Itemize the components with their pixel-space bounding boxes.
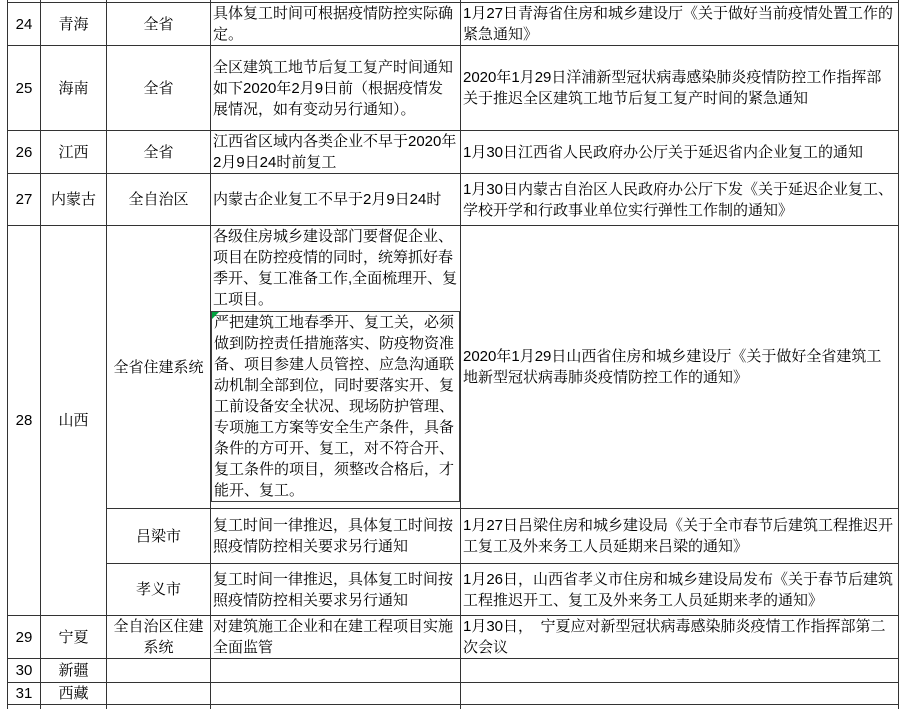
cell-index: 25: [8, 46, 41, 131]
stub-cell: [8, 705, 41, 709]
cell-source: 1月27日吕梁住房和城乡建设局《关于全市春节后建筑工程推迟开工复工及外来务工人员延期来吕梁的通知》: [461, 509, 899, 564]
cell-scope: 全省: [107, 46, 211, 131]
cell-province: 内蒙古: [41, 174, 107, 226]
table-row: [8, 616, 899, 659]
cell-source: [461, 659, 899, 683]
cell-province: 海南: [41, 46, 107, 131]
cell-details: [211, 683, 461, 705]
cell-source: 2020年1月29日洋浦新型冠状病毒感染肺炎疫情防控工作指挥部关于推迟全区建筑工地节后复工复产时间的紧急通知: [461, 46, 899, 131]
cell-province: 青海: [41, 3, 107, 46]
cell-province: 新疆: [41, 659, 107, 683]
cropped-row-bottom: [8, 705, 899, 709]
cell-index: 29: [8, 616, 41, 659]
cell-source: 1月30日江西省人民政府办公厅关于延迟省内企业复工的通知: [461, 131, 899, 174]
stub-cell: [211, 705, 461, 709]
details-boxed-text: 严把建筑工地春季开、复工关，必须做到防控责任措施落实、防疫物资准备、项目参建人员管控、应急沟通联动机制全部到位，同时要落实开、复工前设备安全状况、现场防护管理、专项施工方案等安全生产条件，具备条件的方可开、复工，对不符合开、复工条件的项目，须整改合格后，才能开、复工。: [214, 314, 454, 499]
cell-details: 对建筑施工企业和在建工程项目实施全面监管: [211, 616, 461, 659]
work-resumption-table: [7, 0, 899, 709]
table-row: [8, 509, 899, 564]
cell-details: [211, 226, 461, 509]
cell-index: 28: [8, 226, 41, 616]
cell-source: 1月30日， 宁夏应对新型冠状病毒感染肺炎疫情工作指挥部第二次会议: [461, 616, 899, 659]
cell-province: 山西: [41, 226, 107, 616]
cell-scope: 吕梁市: [107, 509, 211, 564]
table-row: [8, 683, 899, 705]
cell-scope: [107, 659, 211, 683]
table-row: [8, 226, 899, 509]
cell-index: 30: [8, 659, 41, 683]
table-row: [8, 564, 899, 616]
cell-scope: 全省: [107, 131, 211, 174]
cell-details: 江西省区域内各类企业不早于2020年2月9日24时前复工: [211, 131, 461, 174]
cell-scope: 全自治区住建系统: [107, 616, 211, 659]
cell-details: 内蒙古企业复工不早于2月9日24时: [211, 174, 461, 226]
cell-source: 1月26日，山西省孝义市住房和城乡建设局发布《关于春节后建筑工程推迟开工、复工及外来务工人员延期来孝的通知》: [461, 564, 899, 616]
cell-scope: 全省: [107, 3, 211, 46]
cell-scope: 全自治区: [107, 174, 211, 226]
table-row: [8, 659, 899, 683]
cell-details: 全区建筑工地节后复工复产时间通知如下2020年2月9日前（根据疫情发展情况，如有变动另行通知）。: [211, 46, 461, 131]
cell-details: 具体复工时间可根据疫情防控实际确定。: [211, 3, 461, 46]
table-row: [8, 174, 899, 226]
cell-details: 复工时间一律推迟，具体复工时间按照疫情防控相关要求另行通知: [211, 509, 461, 564]
cell-scope: 全省住建系统: [107, 226, 211, 509]
table-row: [8, 131, 899, 174]
stub-cell: [461, 705, 899, 709]
cell-index: 26: [8, 131, 41, 174]
cell-details: 复工时间一律推迟，具体复工时间按照疫情防控相关要求另行通知: [211, 564, 461, 616]
details-intro-text: 各级住房城乡建设部门要督促企业、项目在防控疫情的同时，统筹抓好春季开、复工准备工作,全面梳理开、复工项目。: [213, 226, 458, 310]
cell-details: [211, 659, 461, 683]
stub-cell: [41, 705, 107, 709]
cell-index: 31: [8, 683, 41, 705]
cell-scope: [107, 683, 211, 705]
stub-cell: [107, 705, 211, 709]
table-row: [8, 46, 899, 131]
cell-index: 24: [8, 3, 41, 46]
cell-source: 1月27日青海省住房和城乡建设厅《关于做好当前疫情处置工作的紧急通知》: [461, 3, 899, 46]
cell-source: [461, 683, 899, 705]
table-row: [8, 3, 899, 46]
cell-province: 宁夏: [41, 616, 107, 659]
cell-province: 西藏: [41, 683, 107, 705]
details-text-box: [211, 311, 460, 502]
cell-index: 27: [8, 174, 41, 226]
cell-source: 2020年1月29日山西省住房和城乡建设厅《关于做好全省建筑工地新型冠状病毒肺炎疫情防控工作的通知》: [461, 226, 899, 509]
cell-province: 江西: [41, 131, 107, 174]
cell-source: 1月30日内蒙古自治区人民政府办公厅下发《关于延迟企业复工、学校开学和行政事业单位实行弹性工作制的通知》: [461, 174, 899, 226]
cell-scope: 孝义市: [107, 564, 211, 616]
